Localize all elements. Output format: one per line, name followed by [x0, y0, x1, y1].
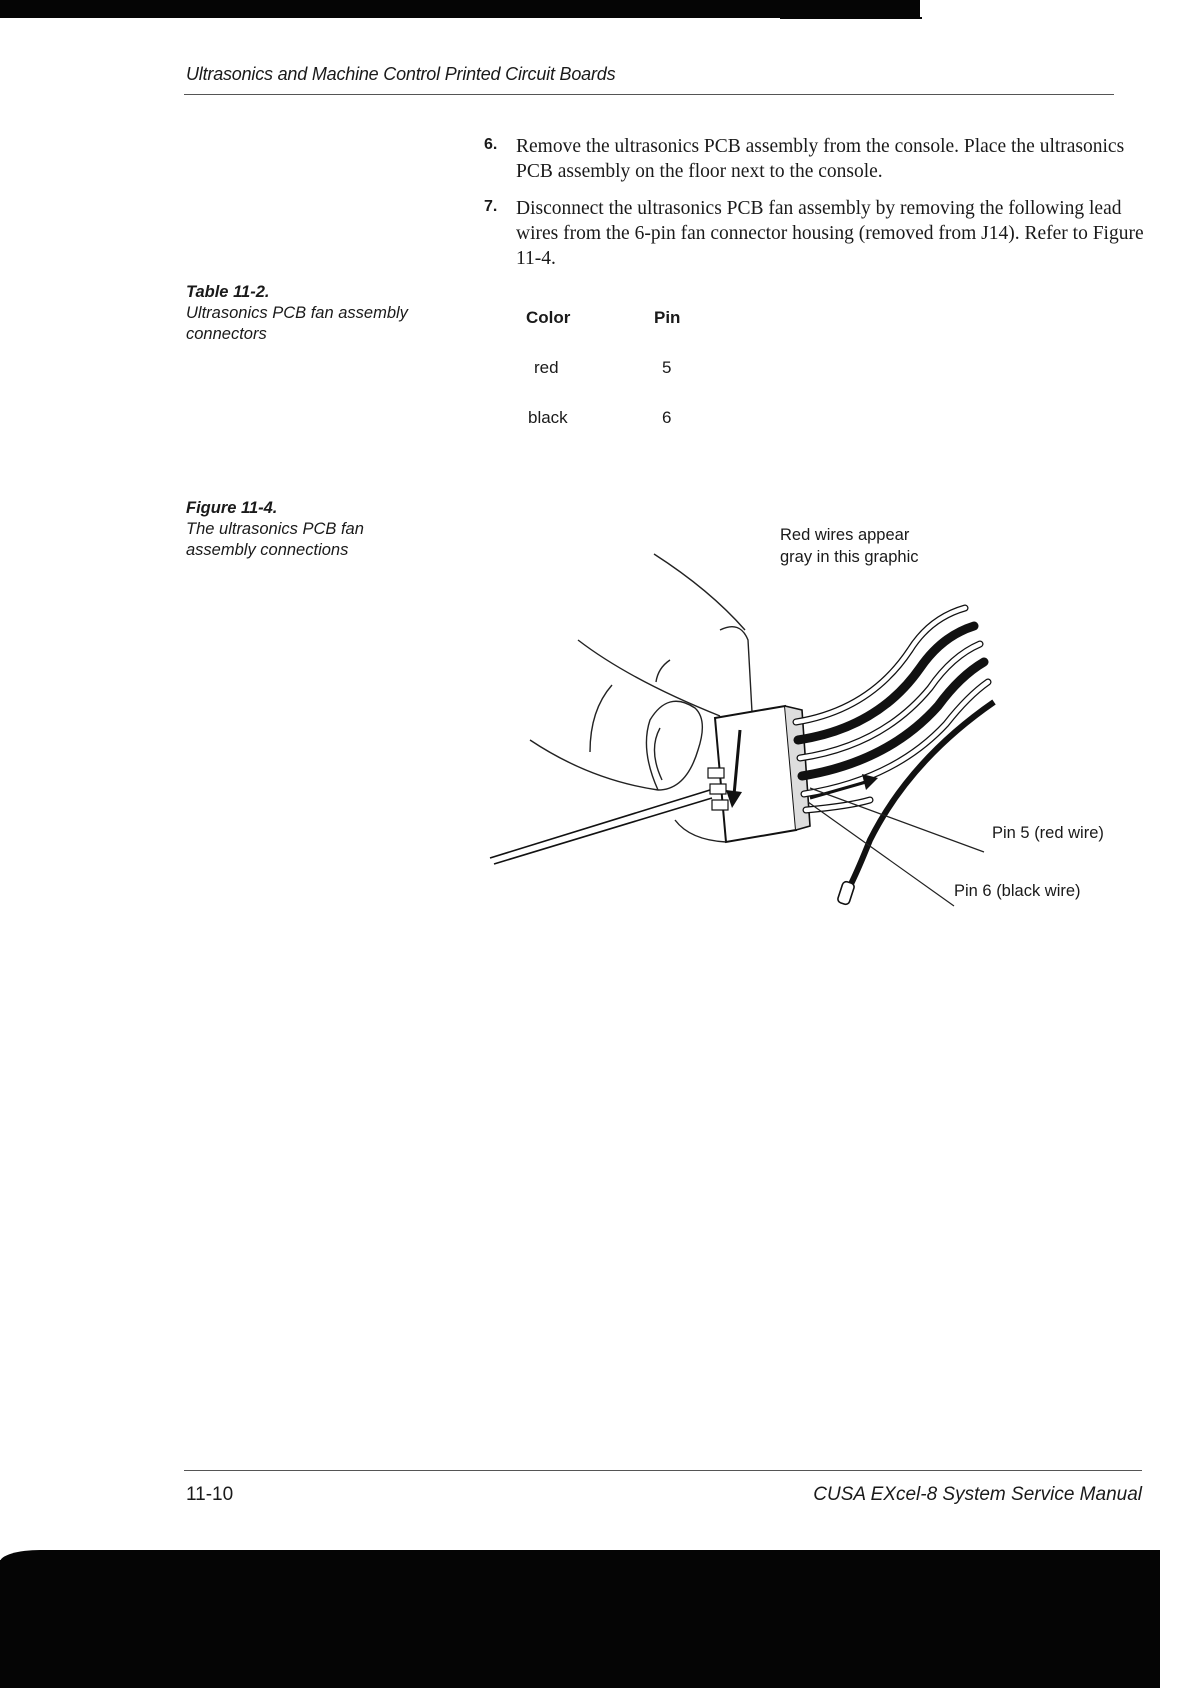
connector-housing [675, 706, 810, 842]
callout-pin-5: Pin 5 (red wire) [992, 824, 1104, 842]
step-text: Disconnect the ultrasonics PCB fan assembly by removing the following lead wires from the 6-pin fan connector housing (removed from J14). Refer to Figure 11-4. [516, 198, 1144, 269]
step-number: 6. [484, 136, 498, 153]
step-number: 7. [484, 198, 498, 215]
table-caption-title: Ultrasonics PCB fan assembly connectors [186, 304, 408, 343]
figure-caption-label: Figure 11-4. [186, 499, 278, 517]
table-header-pin: Pin [654, 308, 681, 327]
table-caption-label: Table 11-2. [186, 283, 270, 301]
procedure-steps [484, 134, 1144, 283]
table-cell-pin: 5 [662, 358, 672, 377]
table-cell-color: red [534, 358, 559, 377]
callout-pin-6: Pin 6 (black wire) [954, 882, 1081, 900]
top-scan-border-tail [780, 17, 922, 19]
bottom-scan-border [0, 1560, 1160, 1688]
figure-caption [186, 498, 436, 561]
page-number: 11-10 [186, 1484, 234, 1505]
step-text: Remove the ultrasonics PCB assembly from the console. Place the ultrasonics PCB assembly on the floor next to the console. [516, 136, 1125, 182]
fan-connector-illustration [490, 540, 1050, 920]
top-scan-border [0, 0, 920, 18]
figure-caption-title: The ultrasonics PCB fan assembly connections [186, 520, 364, 559]
step-6 [484, 134, 1144, 184]
figure-note-line: Red wires appear [780, 526, 910, 544]
wire-bundle [796, 608, 988, 810]
figure-note-line: gray in this graphic [780, 548, 919, 566]
header-rule [184, 94, 1114, 95]
table-cell-color: black [528, 408, 568, 427]
running-header-title: Ultrasonics and Machine Control Printed Circuit Boards [186, 64, 616, 84]
step-7 [484, 196, 1144, 271]
manual-title: CUSA EXcel-8 System Service Manual [813, 1484, 1142, 1505]
insertion-tool [490, 790, 712, 864]
table-cell-pin: 6 [662, 408, 672, 427]
footer-rule [184, 1470, 1142, 1471]
table-caption [186, 282, 436, 345]
table-header-color: Color [526, 308, 571, 327]
